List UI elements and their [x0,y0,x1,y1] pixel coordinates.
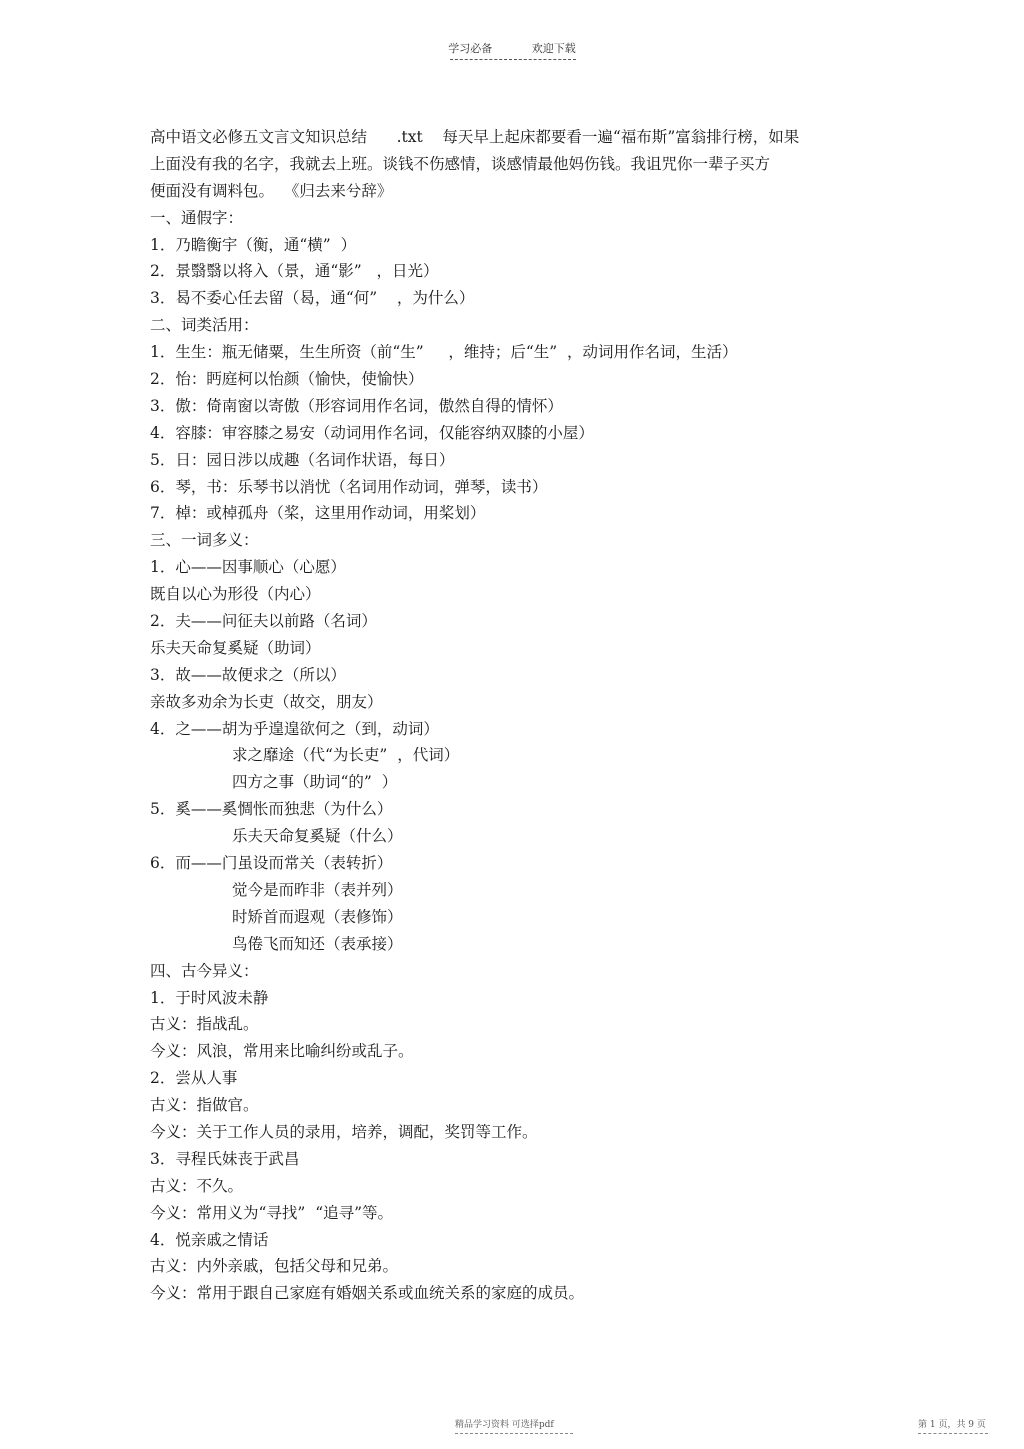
section-line: 古义：内外亲戚，包括父母和兄弟。 [150,1257,399,1276]
section-line: 4．容膝：审容膝之易安（动词用作名词，仅能容纳双膝的小屋） [150,423,594,442]
section-line: 6．而——门虽设而常关（表转折） [150,854,393,873]
section-line: 亲故多劝余为长吏（故交，朋友） [150,692,383,711]
header-divider [450,59,576,60]
section-line: 今义：常用于跟自己家庭有婚姻关系或血统关系的家庭的成员。 [150,1284,585,1303]
section-heading: 四、古今异义： [150,961,259,980]
section-line: 4．悦亲戚之情话 [150,1230,269,1249]
footer-left-text: 精品学习资料 可选择pdf [455,1420,554,1430]
section-line: 觉今是而昨非（表并列） [232,880,403,899]
section-line: 时矫首而遐观（表修饰） [232,907,403,926]
header-right-text: 欢迎下载 [531,42,576,55]
section-line: 今义：风浪，常用来比喻纠纷或乱子。 [150,1042,414,1061]
section-heading: 三、一词多义： [150,531,259,550]
sections-container [150,205,850,1308]
section-line: 古义：不久。 [150,1176,244,1195]
section-line: 2．怡：眄庭柯以怡颜（愉快，使愉快） [150,370,424,389]
intro-line: 上面没有我的名字，我就去上班。谈钱不伤感情，谈感情最他妈伤钱。我诅咒你一辈子买方 [150,154,771,173]
section-line: 3．曷不委心任去留（曷，通“何” ，为什么） [150,289,475,308]
section-line: 既自以心为形役（内心） [150,585,321,604]
section-line: 2．尝从人事 [150,1069,238,1088]
section-line: 鸟倦飞而知还（表承接） [232,934,403,953]
section-line: 1．乃瞻衡宇（衡，通“横” ） [150,235,357,254]
document-body [150,124,850,1307]
section-line: 1．生生：瓶无储粟，生生所资（前“生” ，维持；后“生” ，动词用作名词，生活） [150,343,738,362]
section-line: 6．琴，书：乐琴书以消忧（名词用作动词，弹琴，读书） [150,477,548,496]
section-line: 3．傲：倚南窗以寄傲（形容词用作名词，傲然自得的情怀） [150,396,563,415]
section-heading: 二、词类活用： [150,316,259,335]
section-heading: 一、通假字： [150,208,244,227]
section-line: 2．景翳翳以将入（景，通“影” ，日光） [150,262,439,281]
section-line: 5．日：园日涉以成趣（名词作状语，每日） [150,450,455,469]
section-line: 5．奚——奚惆怅而独悲（为什么） [150,800,393,819]
footer-divider [455,1433,573,1434]
intro-line: 便面没有调料包。 《归去来兮辞》 [150,181,393,200]
page-number: 第 1 页，共 9 页 [918,1420,986,1430]
footer-divider [918,1433,988,1434]
section-line: 乐夫天命复奚疑（助词） [150,638,321,657]
section-line: 乐夫天命复奚疑（什么） [232,827,403,846]
header-left-text: 学习必备 [448,42,493,55]
section-line: 古义：指战乱。 [150,1015,259,1034]
section-line: 古义：指做官。 [150,1096,259,1115]
section-line: 3．故——故便求之（所以） [150,665,346,684]
section-line: 1．于时风波未静 [150,988,269,1007]
section-line: 1．心——因事顺心（心愿） [150,558,346,577]
intro-line: 高中语文必修五文言文知识总结 .txt 每天早上起床都要看一遍“福布斯”富翁排行榜，如果 [150,128,800,146]
section-line: 今义：常用义为“寻找” “追寻”等。 [150,1203,394,1222]
section-line: 7．棹：或棹孤舟（桨，这里用作动词，用桨划） [150,504,486,523]
section-line: 4．之——胡为乎遑遑欲何之（到，动词） [150,719,439,738]
section-line: 四方之事（助词“的” ） [232,773,398,792]
section-line: 2．夫——问征夫以前路（名词） [150,612,377,631]
section-line: 3．寻程氏妹丧于武昌 [150,1149,300,1168]
section-line: 求之靡途（代“为长吏” ，代词） [232,746,460,765]
page-header [0,40,1024,56]
section-line: 今义：关于工作人员的录用，培养，调配，奖罚等工作。 [150,1122,538,1141]
